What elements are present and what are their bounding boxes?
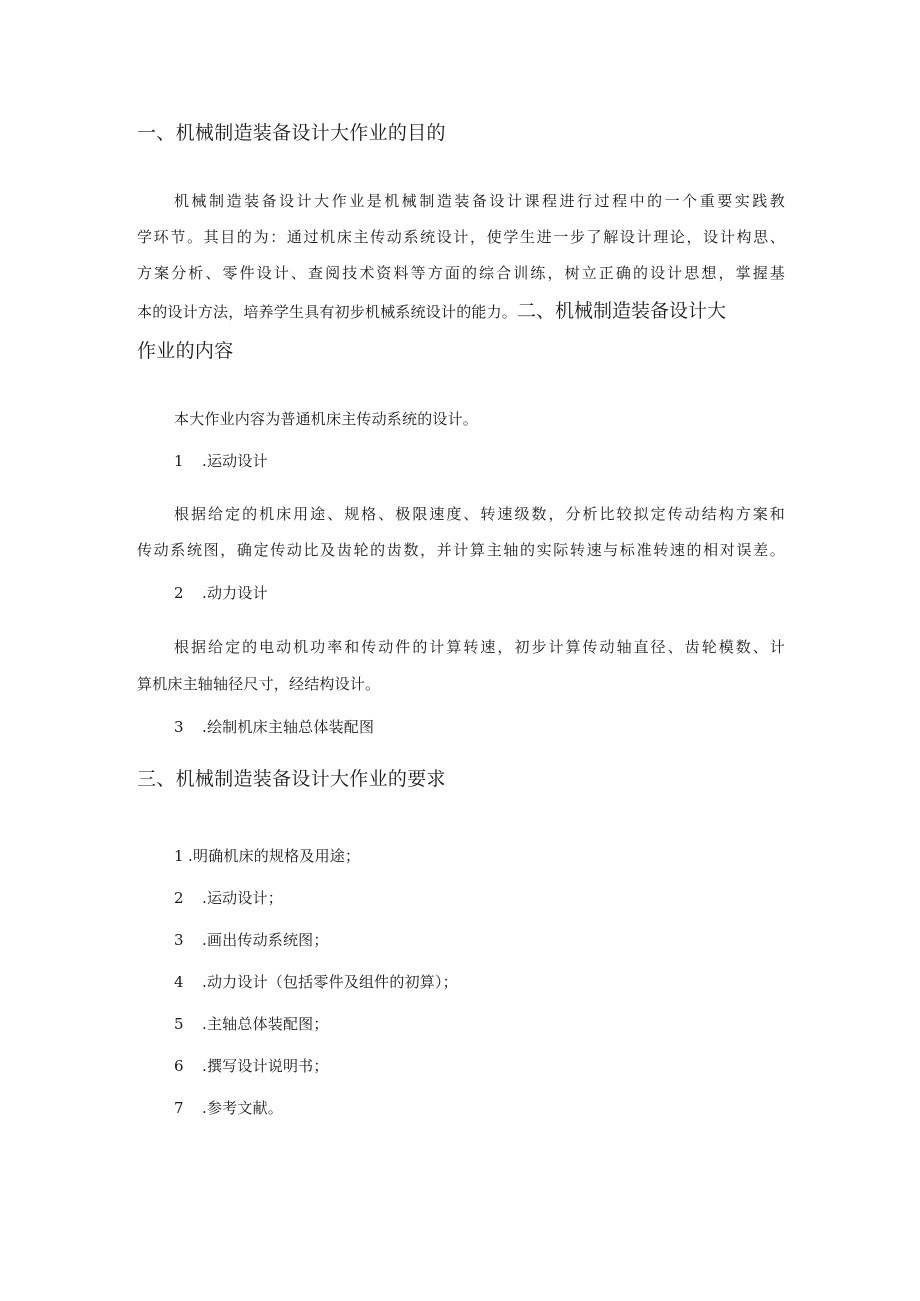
section1-para-line-3: 方案分析、零件设计、查阅技术资料等方面的综合训练，树立正确的设计思想，掌握基: [137, 264, 785, 282]
item-number: 3: [174, 718, 184, 736]
section2-item-3: [174, 716, 374, 737]
section2-item-2-desc-2: 算机床主轴轴径尺寸，经结构设计。: [137, 675, 381, 693]
section1-para-line-4-row: [137, 296, 726, 323]
section2-item-2: [174, 582, 268, 603]
section3-item-1: [174, 845, 360, 866]
section2-item-2-desc-1: 根据给定的电动机功率和传动件的计算转速，初步计算传动轴直径、齿轮模数、计: [174, 638, 785, 656]
section1-para-line-2: 学环节。其目的为：通过机床主传动系统设计，使学生进一步了解设计理论，设计构思、: [137, 228, 785, 246]
section1-para-line-4: 本的设计方法，培养学生具有初步机械系统设计的能力。: [137, 303, 518, 321]
item-title: .运动设计: [202, 452, 268, 470]
section2-heading-part1: 二、机械制造装备设计大: [517, 300, 727, 322]
section3-item-6: [174, 1055, 329, 1076]
section3-item-4: [174, 971, 458, 992]
section1-heading: 一、机械制造装备设计大作业的目的: [137, 122, 446, 144]
item-number: 6: [174, 1057, 184, 1075]
item-number: 5: [174, 1015, 184, 1033]
item-number: 2: [174, 889, 184, 907]
section2-intro: 本大作业内容为普通机床主传动系统的设计。: [174, 410, 479, 428]
item-number: 4: [174, 973, 184, 991]
item-number: 1: [174, 847, 184, 865]
item-title: .绘制机床主轴总体装配图: [202, 718, 375, 736]
section3-item-2: [174, 887, 283, 908]
item-text: .撰写设计说明书；: [202, 1057, 329, 1075]
item-text: .主轴总体装配图；: [202, 1015, 329, 1033]
section3-item-3: [174, 929, 329, 950]
section1-para-line-1: 机械制造装备设计大作业是机械制造装备设计课程进行过程中的一个重要实践教: [174, 192, 785, 210]
item-text: .运动设计；: [202, 889, 283, 907]
section2-item-1: [174, 450, 268, 471]
section2-heading-part2: 作业的内容: [137, 340, 234, 362]
item-text: .参考文献。: [202, 1099, 283, 1117]
item-text: .动力设计（包括零件及组件的初算）；: [202, 973, 458, 991]
item-text: .明确机床的规格及用途；: [188, 847, 361, 865]
section3-heading: 三、机械制造装备设计大作业的要求: [137, 768, 446, 790]
item-number: 3: [174, 931, 184, 949]
item-number: 7: [174, 1099, 184, 1117]
item-number: 2: [174, 584, 184, 602]
section3-item-5: [174, 1013, 329, 1034]
item-title: .动力设计: [202, 584, 268, 602]
section2-item-1-desc-1: 根据给定的机床用途、规格、极限速度、转速级数，分析比较拟定传动结构方案和: [174, 505, 785, 523]
section3-item-7: [174, 1097, 283, 1118]
item-number: 1: [174, 452, 184, 470]
item-text: .画出传动系统图；: [202, 931, 329, 949]
section2-item-1-desc-2: 传动系统图，确定传动比及齿轮的齿数，并计算主轴的实际转速与标准转速的相对误差。: [137, 541, 785, 559]
